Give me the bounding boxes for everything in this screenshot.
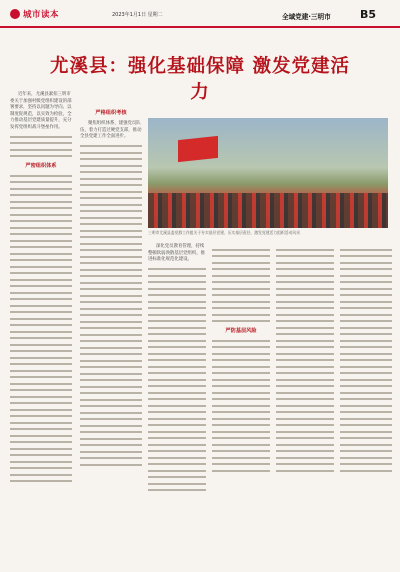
subhead-1: 严密组织体系: [25, 163, 57, 169]
header-divider: [0, 26, 400, 28]
crowd-shape: [148, 193, 388, 228]
article-headline: 尤溪县：强化基础保障 激发党建活力: [50, 56, 350, 103]
subhead-2: 严防基层风险: [225, 328, 257, 334]
logo-text: 城市读本: [23, 10, 60, 20]
column-6: [340, 244, 392, 472]
newspaper-header: [0, 0, 400, 27]
photo-caption: 三明市尤溪县委党群工作组关于夯实基层党建、压实基层责任、激发党建活力组织活动风采: [148, 230, 300, 235]
column-4: [212, 244, 270, 472]
col2-paragraph: 聚焦组织体系，建强党员队伍，着力打造过硬党支部，推动全县党建工作全面进步。: [80, 121, 142, 139]
column-2: [80, 104, 142, 466]
newspaper-logo: [10, 8, 80, 20]
column-5: [276, 244, 334, 472]
page-number: B5: [359, 7, 377, 21]
column-1: [10, 92, 72, 482]
logo-icon: [10, 9, 20, 19]
section-title: 全域党建·三明市: [282, 13, 331, 21]
intro-paragraph: 近年来，尤溪县紧扣三明市委关于加强村级党组织建设的部署要求，坚持以问题为导向、以制度促规范，以实效为检验，全力推动基层党建质量提升，充分发挥党组织战斗堡垒作用。: [10, 92, 72, 130]
news-photo: [148, 118, 388, 228]
subhead-0: 严格组织考核: [95, 110, 127, 116]
flag-shape: [178, 136, 218, 162]
column-3: [148, 244, 206, 491]
col3-paragraph: 深化党员教育管理，持续整顿软弱涣散基层党组织，推进标准化规范化建设。: [148, 244, 206, 262]
issue-date: 2023年1月1日 星期二: [112, 12, 163, 18]
